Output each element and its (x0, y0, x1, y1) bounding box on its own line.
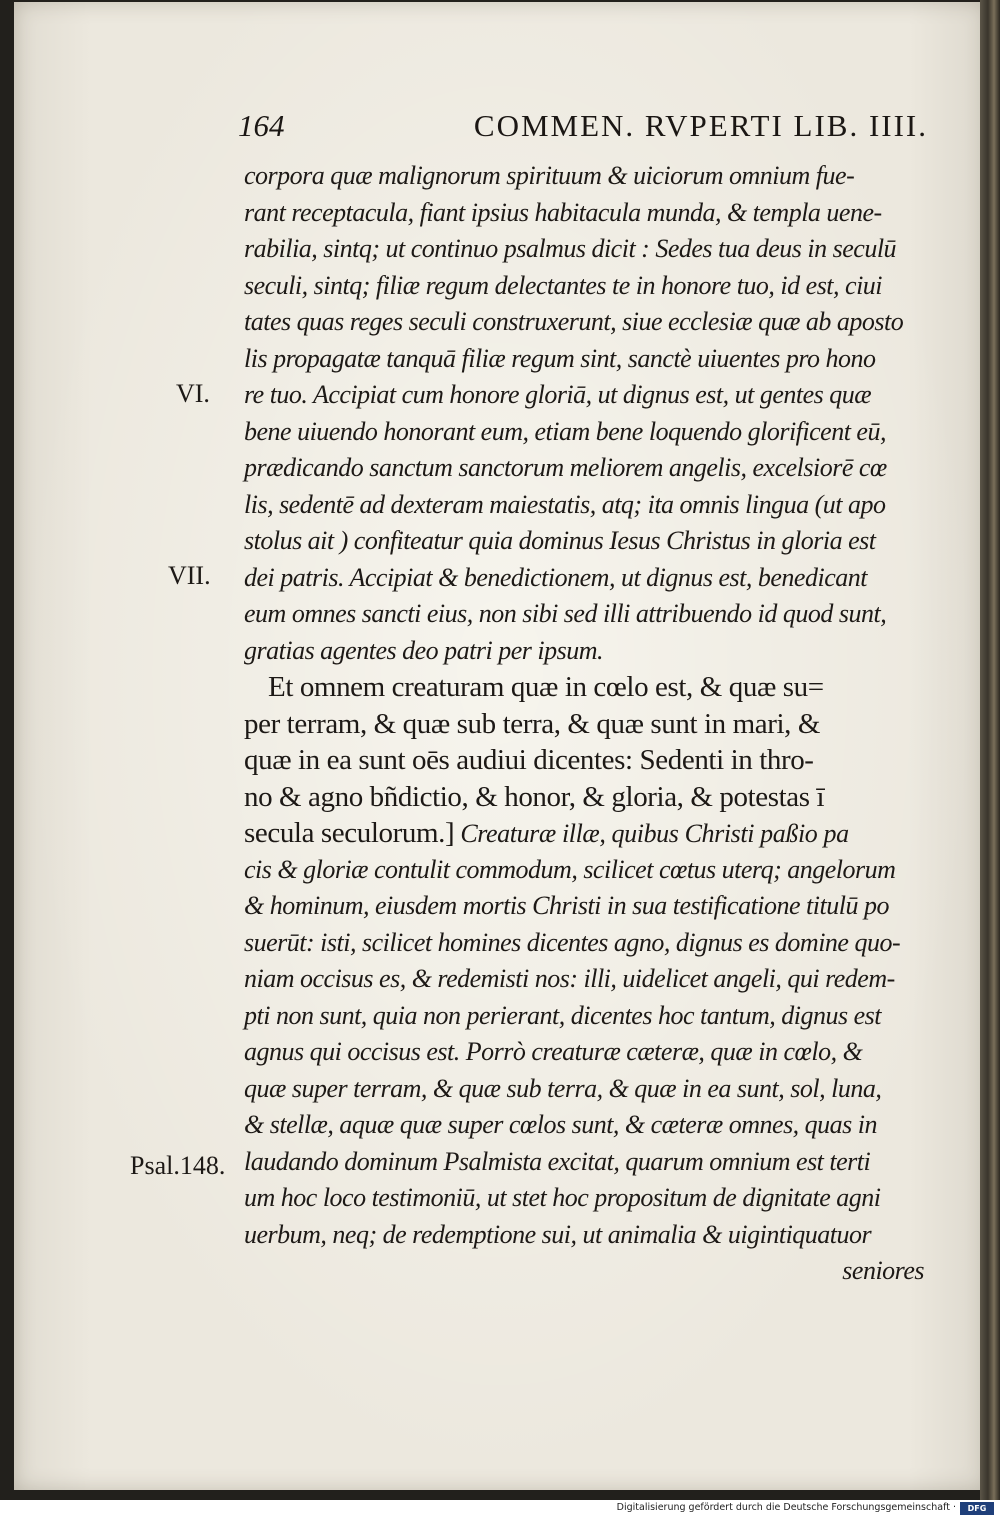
text-line: lis, sedentē ad dexteram maiestatis, atq; ita omnis lingua (ut apo (244, 489, 886, 519)
dfg-logo-icon: DFG (960, 1502, 994, 1515)
text-line: pti non sunt, quia non perierant, dicentes hoc tantum, dignus est (244, 1000, 881, 1030)
text-line: um hoc loco testimoniū, ut stet hoc propositum de dignitate agni (244, 1183, 881, 1212)
scripture-line: per terram, & quæ sub terra, & quæ sunt in mari, & (244, 707, 821, 740)
scripture-line: no & agno bñdictio, & honor, & gloria, & potestas ī (244, 780, 825, 813)
scripture-line: quæ in ea sunt oēs audiui dicentes: Sedenti in thro- (244, 744, 814, 776)
text-line: gratias agentes deo patri per ipsum. (244, 635, 603, 665)
text-line: & stellæ, aquæ quæ super cœlos sunt, & cæteræ omnes, quas in (244, 1110, 878, 1139)
margin-note-psalm: Psal.148. (130, 1151, 226, 1180)
footer-bar (0, 1500, 1000, 1518)
running-title: COMMEN. RVPERTI LIB. IIII. (473, 108, 928, 143)
text-line: niam occisus es, & redemisti nos: illi, uidelicet angeli, qui redem- (244, 964, 895, 993)
text-line: corpora quæ malignorum spirituum & uiciorum omnium fue- (244, 161, 855, 190)
book-edge (980, 0, 1000, 1500)
text-line: laudando dominum Psalmista excitat, quarum omnium est terti (244, 1146, 871, 1176)
text-line: seculi, sintq; filiæ regum delectantes te in honore tuo, id est, ciui (244, 270, 883, 300)
text-line: tates quas reges seculi construxerunt, siue ecclesiæ quæ ab aposto (244, 307, 904, 336)
text-body (244, 158, 942, 1290)
text-line: & hominum, eiusdem mortis Christi in sua testificatione titulū po (244, 891, 889, 920)
text-line: re tuo. Accipiat cum honore gloriā, ut dignus est, ut gentes quæ (244, 380, 872, 409)
text-line: suerūt: isti, scilicet homines dicentes agno, dignus es domine quo- (244, 927, 901, 957)
running-header (238, 108, 928, 148)
commentary-start: Creaturæ illæ, quibus Christi paßio pa (454, 819, 849, 848)
text-line: stolus ait ) confiteatur quia dominus Iesus Christus in gloria est (244, 526, 876, 555)
scripture-end: secula seculorum.] (244, 817, 455, 849)
text-line: eum omnes sancti eius, non sibi sed illi attribuendo id quod sunt, (244, 599, 887, 628)
page-number: 164 (238, 108, 285, 143)
text-line: lis propagatæ tanquā filiæ regum sint, sanctè uiuentes pro hono (244, 343, 876, 373)
text-line: cis & gloriæ contulit commodum, scilicet cœtus uterq; angelorum (244, 854, 896, 884)
margin-note-vi: VI. (176, 379, 210, 408)
text-line: bene uiuendo honorant eum, etiam bene loquendo glorificent eū, (244, 416, 886, 446)
scripture-line: Et omnem creaturam quæ in cœlo est, & quæ su= (268, 671, 824, 703)
text-line: rant receptacula, fiant ipsius habitacula munda, & templa uene- (244, 197, 882, 227)
text-line: prædicando sanctum sanctorum meliorem angelis, excelsiorē cœ (244, 453, 887, 482)
text-line: rabilia, sintq; ut continuo psalmus dicit : Sedes tua deus in seculū (244, 234, 897, 263)
margin-note-vii: VII. (168, 561, 211, 590)
text-line: uerbum, neq; de redemptione sui, ut animalia & uigintiquatuor (244, 1219, 872, 1249)
footer-credit: Digitalisierung gefördert durch die Deutsche Forschungsgemeinschaft · (616, 1502, 956, 1513)
mixed-line (244, 815, 942, 852)
text-line: agnus qui occisus est. Porrò creaturæ cæteræ, quæ in cœlo, & (244, 1037, 863, 1066)
text-line: quæ super terram, & quæ sub terra, & quæ in ea sunt, sol, luna, (244, 1073, 882, 1103)
catchword: seniores (842, 1256, 924, 1285)
text-line: dei patris. Accipiat & benedictionem, ut dignus est, benedicant (244, 562, 867, 592)
